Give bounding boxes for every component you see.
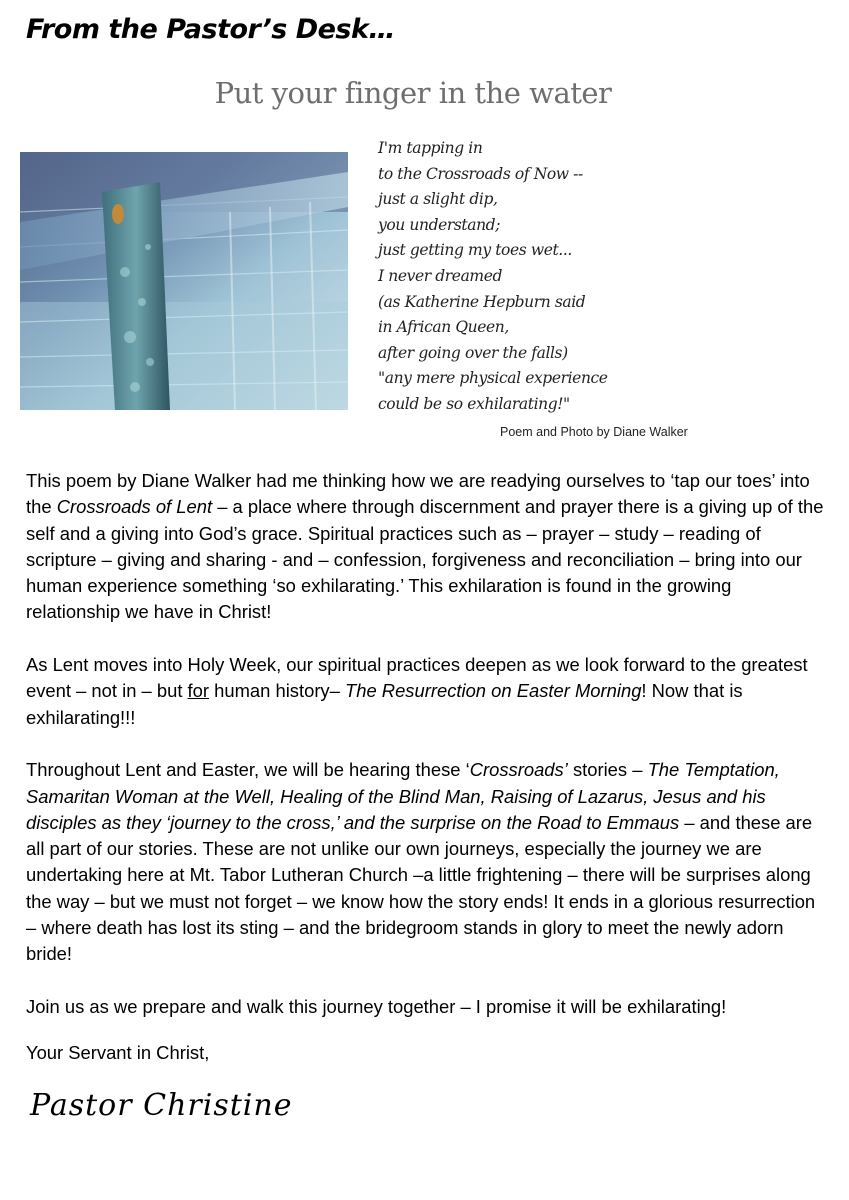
poem-line: you understand; [378,215,501,234]
poem-line: just a slight dip, [378,190,498,209]
poem [378,136,608,418]
paragraph-3: Throughout Lent and Easter, we will be hearing these ‘Crossroads’ stories – The Temptation, Samaritan Woman at the Well, Healing of the Blind Man, Raising of Lazarus, Jesus and his disciples as they ‘journey to the cross,’ and the surprise on the Road to Emmaus – and these are all part of our stories. These are not unlike our own journeys, especially the journey we are undertaking here at Mt. Tabor Lutheran Church –a little frightening – there will be surprises along the way – but we must not forget – we know how the story ends! It ends in a glorious resurrection – where death has lost its sting – and the bridegroom stands in glory to meet the newly adorn bride! [26,759,816,965]
page-title: From the Pastor’s Desk… [26,14,395,45]
article-heading: Put your finger in the water [214,76,612,110]
paragraph-4: Join us as we prepare and walk this journey together – I promise it will be exhilarating! [26,995,727,1017]
poem-line: in African Queen, [378,318,509,337]
poem-credit: Poem and Photo by Diane Walker [500,425,688,439]
poem-line: after going over the falls) [378,343,568,362]
article-photo [20,152,348,410]
article-body [26,468,826,1093]
signature: Pastor Christine [30,1088,293,1123]
paragraph-1: This poem by Diane Walker had me thinking how we are readying ourselves to ‘tap our toes’ into the Crossroads of Lent – a place where through discernment and prayer there is a giving up of the self and a giving into God’s grace. Spiritual practices such as – prayer – study – reading of scripture – giving and sharing - and – confession, forgiveness and reconciliation – bring into our human experience something ‘so exhilarating.’ This exhilaration is found in the growing relationship we have in Christ! [26,470,824,623]
poem-line: "any mere physical experience [378,369,608,388]
poem-line: I'm tapping in [378,139,483,157]
water-photo-image [20,152,348,410]
paragraph-2: As Lent moves into Holy Week, our spiritual practices deepen as we look forward to the greatest event – not in – but for human history– The Resurrection on Easter Morning! Now that is exhilarating!!! [26,654,808,728]
poem-line: to the Crossroads of Now -- [378,164,583,183]
poem-line: I never dreamed [378,266,503,285]
poem-line: just getting my toes wet... [378,241,572,260]
closing-line: Your Servant in Christ, [26,1042,210,1064]
poem-line: (as Katherine Hepburn said [378,292,586,311]
poem-line: could be so exhilarating!" [378,394,570,413]
